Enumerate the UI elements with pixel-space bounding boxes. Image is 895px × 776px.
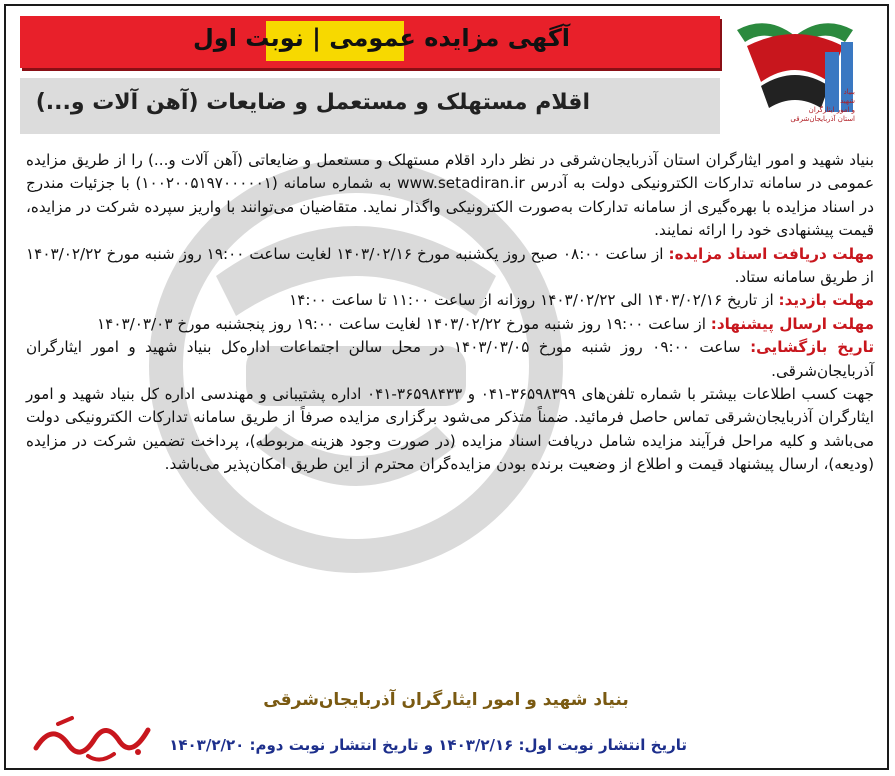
title-main: آگهی مزایده عمومی	[329, 24, 570, 52]
intro-paragraph: بنیاد شهید و امور ایثارگران استان آذربایجان‌شرقی در نظر دارد اقلام مستهلک و مستعمل و ضایعاتی (آهن آلات و...) را از طریق مزایده عمومی در سامانه تدارکات الکترونیکی دولت به آدرس www.setadiran.ir به شماره سامانه (۱۰۰۲۰۰۵۱۹۷۰۰۰۰۰۱) با جزئیات مندرج در اسناد مزایده با بهره‌گیری از سامانه تدارکات به‌صورت الکترونیکی واگذار نماید. متقاضیان می‌توانند با واریز سپرده شرکت در مزایده، قیمت پیشنهادی خود را ارائه نمایند.	[26, 151, 875, 240]
subtitle-bar	[20, 78, 720, 134]
title-separator: |	[312, 24, 321, 52]
page-title	[193, 24, 570, 52]
offer-deadline-label: مهلت ارسال پیشنهاد:	[710, 314, 874, 333]
advertisement-frame	[4, 4, 889, 770]
title-round: نوبت اول	[192, 24, 304, 52]
opening-date-label: تاریخ بازگشایی:	[750, 338, 875, 357]
footer-organization: بنیاد شهید و امور ایثارگران آذربایجان‌شرقی	[263, 690, 629, 710]
publish-dates: تاریخ انتشار نوبت اول: ۱۴۰۳/۲/۱۶ و تاریخ انتشار نوبت دوم: ۱۴۰۳/۲/۲۰	[169, 736, 687, 754]
page-subtitle: اقلام مستهلک و مستعمل و ضایعات (آهن آلات و...)	[35, 90, 590, 115]
docs-deadline-label: مهلت دریافت اسناد مزایده:	[668, 244, 874, 263]
opening-date	[26, 336, 874, 383]
title-bar	[20, 16, 720, 68]
opening-date-text: ساعت ۰۹:۰۰ روز شنبه مورخ ۱۴۰۳/۰۳/۰۵ در محل سالن اجتماعات اداره‌کل بنیاد شهید و امور ایثارگران آذربایجان‌شرقی.	[26, 338, 874, 380]
docs-deadline	[26, 243, 874, 290]
logo-caption	[765, 88, 855, 124]
visit-deadline	[26, 289, 874, 312]
logo-caption-line: و امور ایثارگران	[808, 106, 855, 114]
visit-deadline-label: مهلت بازدید:	[778, 291, 874, 310]
offer-deadline	[26, 313, 874, 336]
offer-deadline-text: از ساعت ۱۹:۰۰ روز شنبه مورخ ۱۴۰۳/۰۲/۲۲ لغایت ساعت ۱۹:۰۰ روز پنجشنبه مورخ ۱۴۰۳/۰۳/۰۳	[97, 314, 711, 333]
logo-caption-line: شهید	[840, 97, 855, 105]
visit-deadline-text: از تاریخ ۱۴۰۳/۰۲/۱۶ الی ۱۴۰۳/۰۲/۲۲ روزانه از ساعت ۱۱:۰۰ تا ساعت ۱۴:۰۰	[289, 291, 779, 310]
announcement-body	[26, 149, 874, 477]
logo-caption-line: بنیاد	[843, 88, 855, 96]
logo-caption-line: استان آذربایجان‌شرقی	[790, 115, 855, 123]
docs-deadline-text: از ساعت ۰۸:۰۰ صبح روز یکشنبه مورخ ۱۴۰۳/۰۲/۱۶ لغایت ساعت ۱۹:۰۰ روز شنبه مورخ ۱۴۰۳/۰۲/۲۲ از طریق سامانه ستاد.	[26, 244, 874, 287]
newspaper-signature-icon	[28, 704, 158, 768]
contact-paragraph: جهت کسب اطلاعات بیشتر با شماره تلفن‌های ۳۶۵۹۸۳۹۹-۰۴۱ و ۳۶۵۹۸۴۳۳-۰۴۱ اداره پشتیبانی و مهندسی اداره کل بنیاد شهید و امور ایثارگران آذربایجان‌شرقی تماس حاصل فرمائید. ضمناً متذکر می‌شود برگزاری مزایده صرفاً از طریق سامانه تدارکات الکترونیکی دولت می‌باشد و کلیه مراحل فرآیند مزایده شامل دریافت اسناد مزایده (در صورت وجود هزینه مربوطه)، پرداخت تضمین شرکت در مزایده (ودیعه)، ارسال پیشنهاد قیمت و اطلاع از وضعیت برنده بودن مزایده‌گران محترم از این طریق امکان‌پذیر می‌باشد.	[26, 385, 874, 474]
